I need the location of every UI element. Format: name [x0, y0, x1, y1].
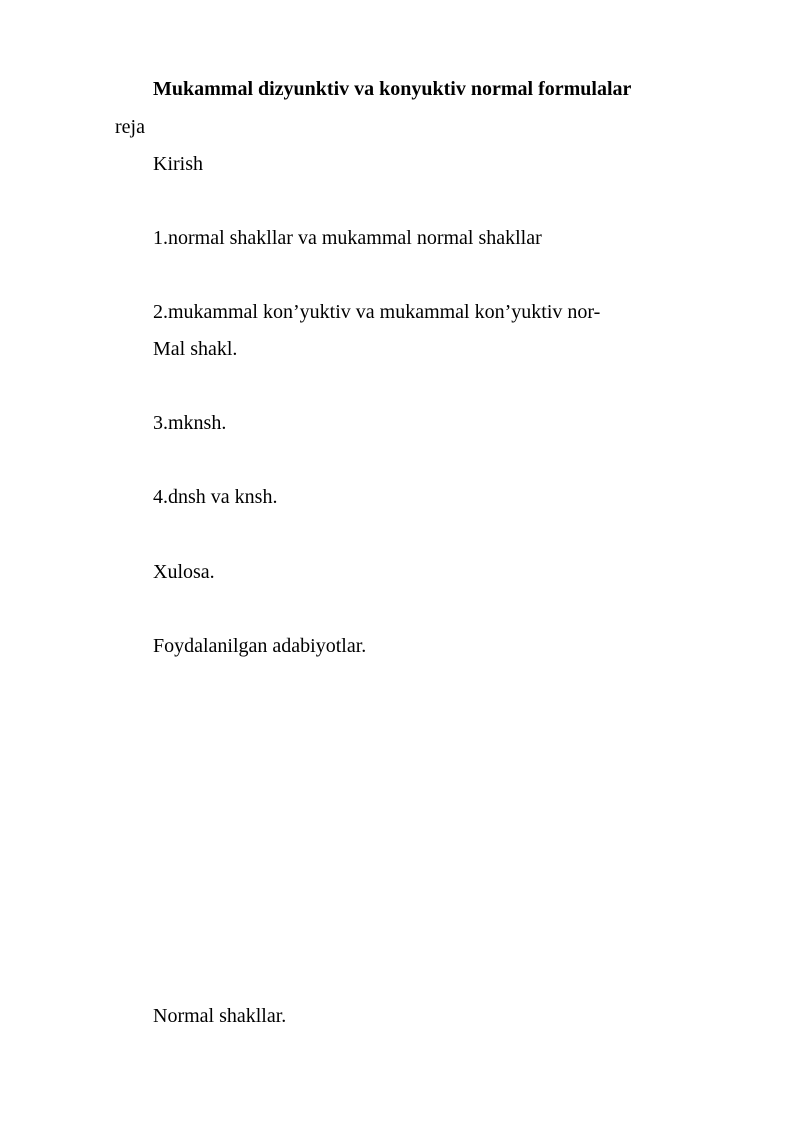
plan-item-conclusion: Xulosa. — [153, 561, 215, 583]
plan-item-1: 1.normal shakllar va mukammal normal shakllar — [153, 227, 542, 249]
plan-item-3: 3.mknsh. — [153, 412, 227, 434]
plan-item-references: Foydalanilgan adabiyotlar. — [153, 635, 367, 657]
plan-item-4: 4.dnsh va knsh. — [153, 486, 278, 508]
plan-item-introduction: Kirish — [153, 153, 203, 175]
document-title: Mukammal dizyunktiv va konyuktiv normal formulalar — [153, 78, 632, 100]
plan-item-2: 2.mukammal kon’yuktiv va mukammal kon’yuktiv nor- — [153, 301, 601, 323]
plan-item-2-continuation: Mal shakl. — [153, 338, 238, 360]
section-heading: Normal shakllar. — [153, 1005, 287, 1027]
plan-label: reja — [115, 116, 145, 138]
